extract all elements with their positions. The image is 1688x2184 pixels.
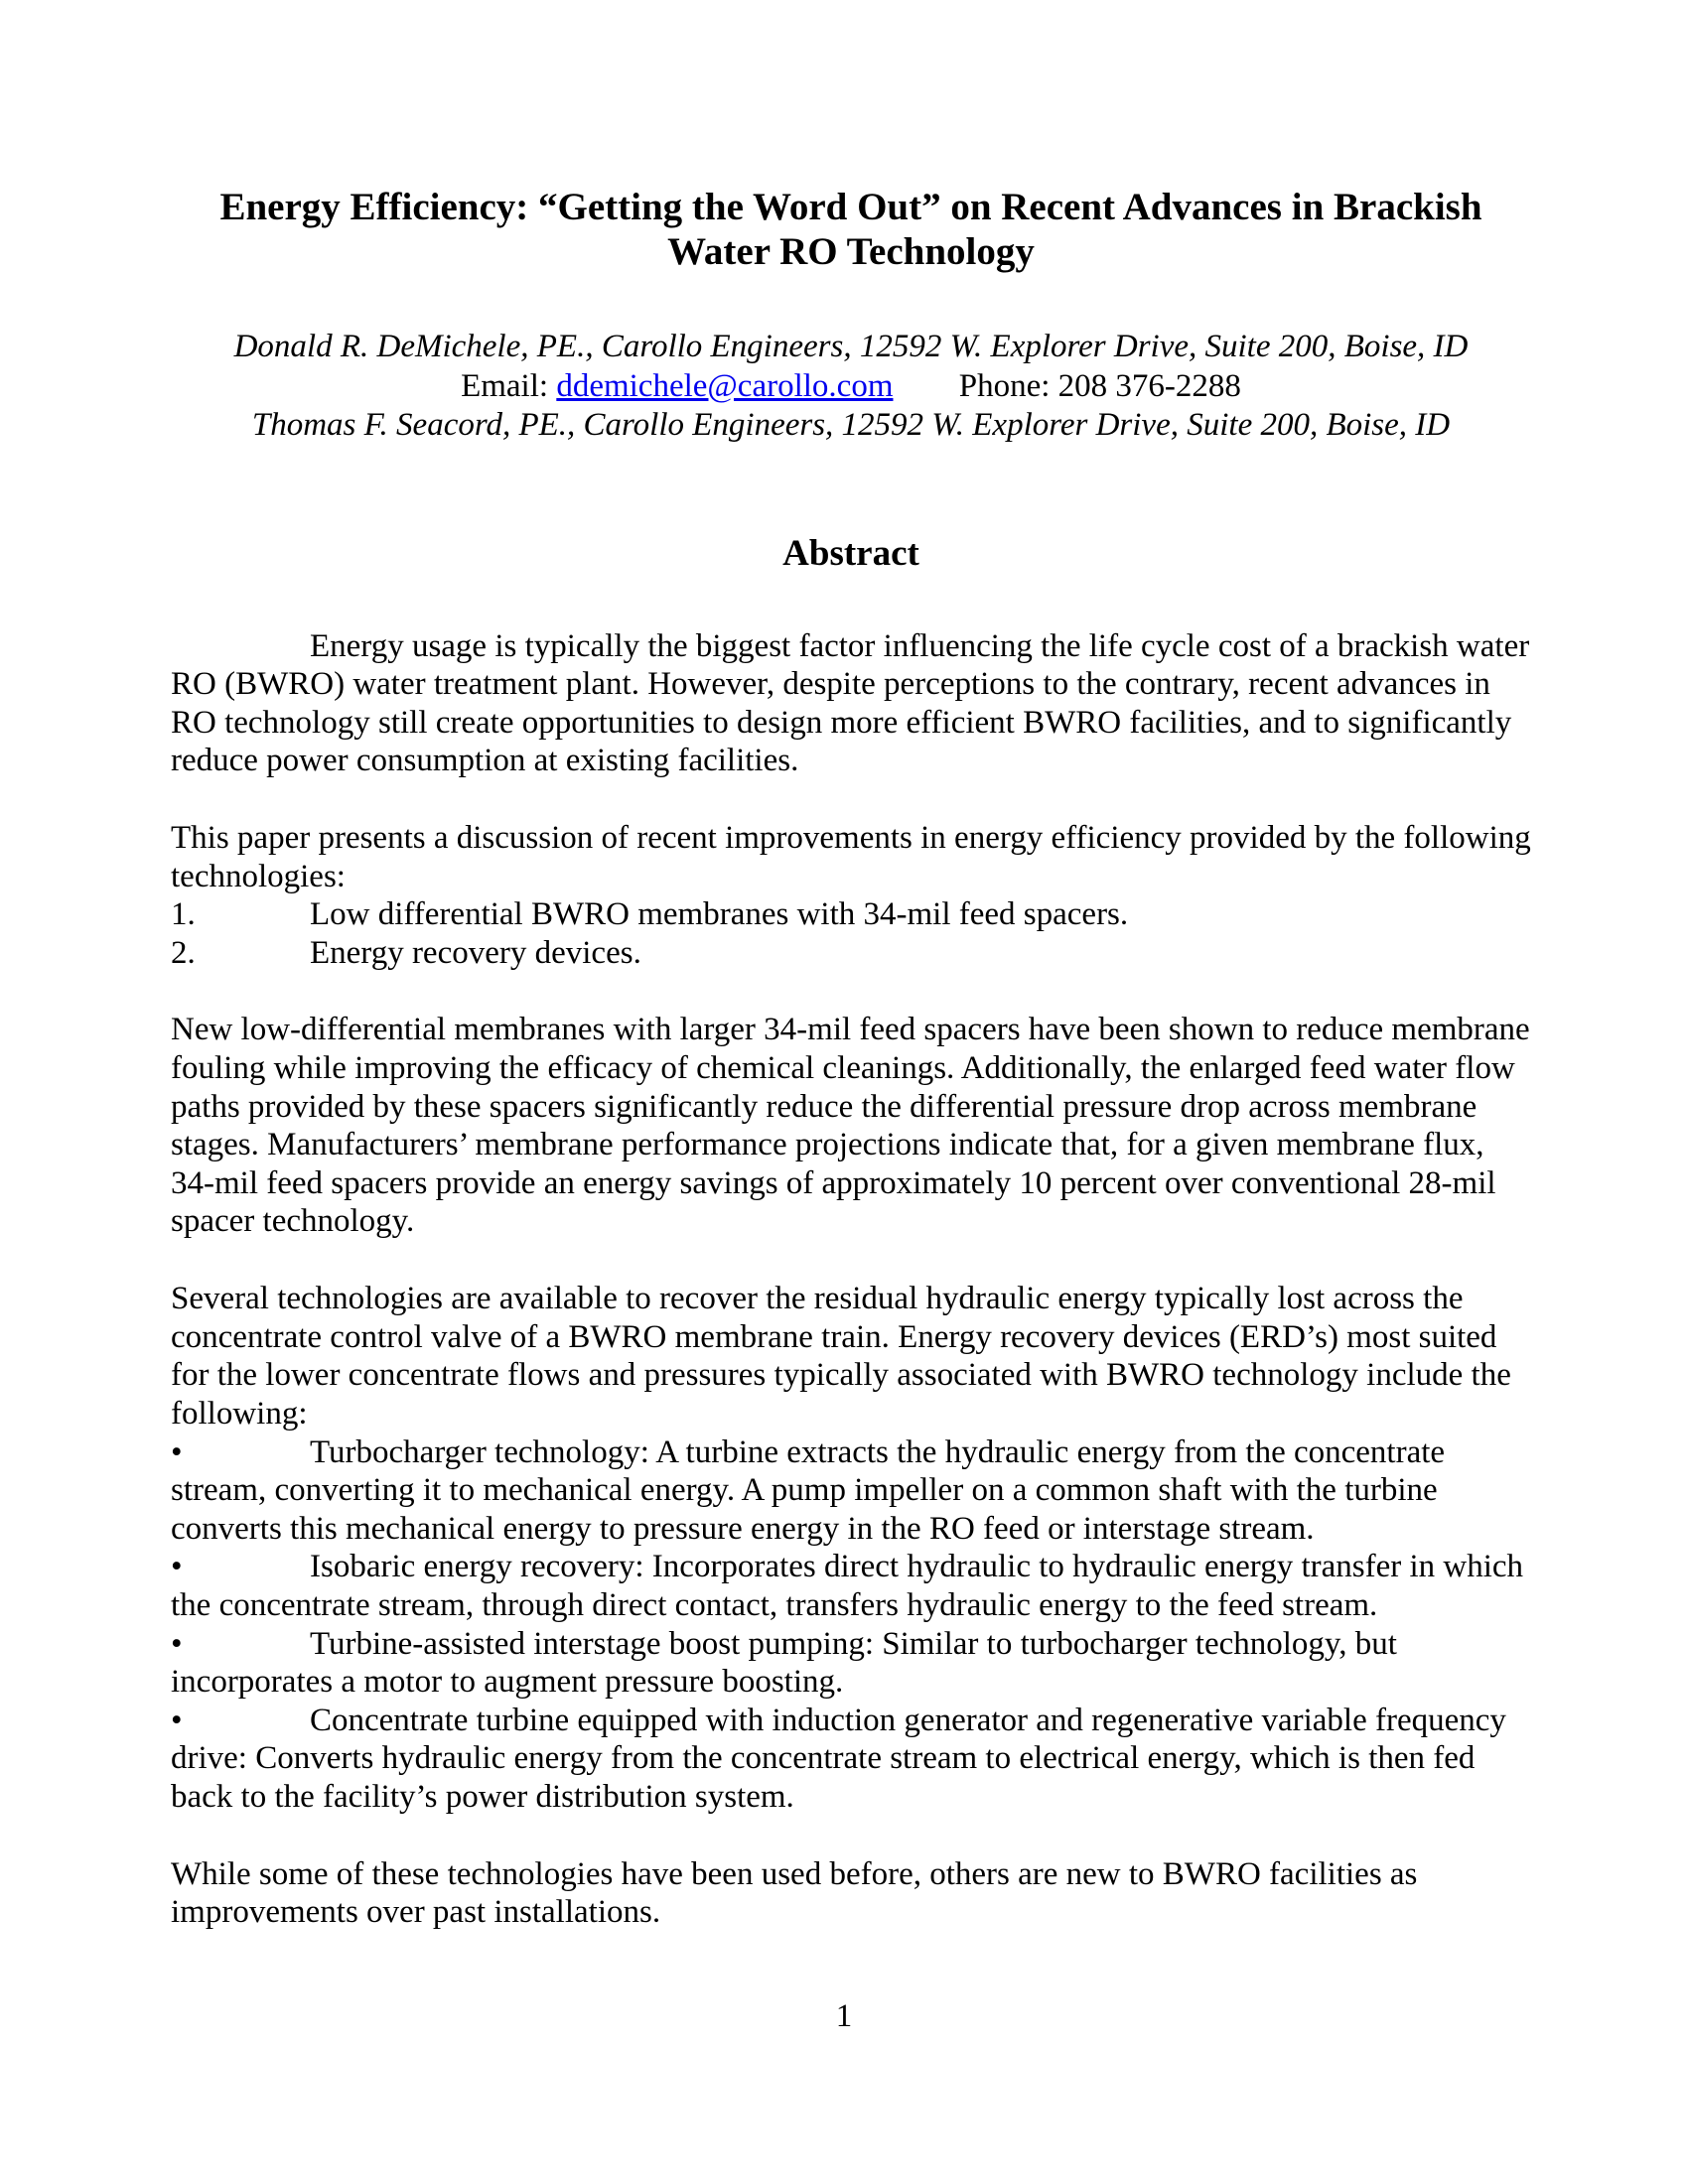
author-block: [171, 328, 1531, 445]
contact-line: [171, 367, 1531, 406]
bullet-item-text: Concentrate turbine equipped with induction generator and regenerative variable frequency drive: Converts hydraulic energy from the concentrate stream to electrical energy, which is then fed back to the facility’s power distribution system.: [171, 1702, 1506, 1815]
bullet-icon: •: [171, 1625, 183, 1662]
bullet-icon: •: [171, 1433, 183, 1470]
list-item-text: Energy recovery devices.: [310, 934, 641, 971]
bullet-item-text: Turbocharger technology: A turbine extracts the hydraulic energy from the concentrate stream, converting it to mechanical energy. A pump impeller on a common shaft with the turbine converts this mechanical energy to pressure energy in the RO feed or interstage stream.: [171, 1433, 1446, 1547]
page-number: 1: [835, 1998, 853, 2034]
numbered-list: [171, 895, 1531, 972]
paper-title: [171, 185, 1531, 274]
abstract-heading: Abstract: [782, 533, 919, 575]
list-number: 1.: [171, 896, 196, 933]
bullet-item-text: Turbine-assisted interstage boost pumping: Similar to turbocharger technology, but incorporates a motor to augment pressure boosting.: [171, 1625, 1397, 1701]
list-item: [171, 934, 1531, 973]
paper-title-line2: Water RO Technology: [667, 230, 1035, 274]
paragraph-technologies: This paper presents a discussion of recent improvements in energy efficiency provided by the following technologies:: [171, 819, 1531, 894]
bullet-icon: •: [171, 1549, 183, 1585]
bullet-item: [171, 1702, 1531, 1817]
bullet-item: [171, 1433, 1531, 1549]
bullet-list: [171, 1433, 1531, 1817]
list-item: [171, 895, 1531, 934]
list-item-text: Low differential BWRO membranes with 34-mil feed spacers.: [310, 896, 1129, 933]
email-link[interactable]: ddemichele@carollo.com: [556, 367, 894, 404]
paragraph-closing: While some of these technologies have been used before, others are new to BWRO facilities as improvements over past installations.: [171, 1855, 1418, 1931]
author-line-1: Donald R. DeMichele, PE., Carollo Engineers, 12592 W. Explorer Drive, Suite 200, Boise, ID: [233, 329, 1469, 365]
bullet-item: [171, 1625, 1531, 1702]
paragraph-intro: Energy usage is typically the biggest factor influencing the life cycle cost of a brackish water RO (BWRO) water treatment plant. However, despite perceptions to the contrary, recent advances in RO technology still create opportunities to design more efficient BWRO facilities, and to significantly reduce power consumption at existing facilities.: [171, 627, 1530, 779]
list-number: 2.: [171, 934, 196, 971]
phone-number: Phone: 208 376-2288: [958, 367, 1241, 404]
author-line-2: Thomas F. Seacord, PE., Carollo Engineers, 12592 W. Explorer Drive, Suite 200, Boise, ID: [251, 407, 1451, 443]
paragraph-membranes: New low-differential membranes with larger 34-mil feed spacers have been shown to reduce membrane fouling while improving the efficacy of chemical cleanings. Additionally, the enlarged feed water flow paths provided by these spacers significantly reduce the differential pressure drop across membrane stages. Manufacturers’ membrane performance projections indicate that, for a given membrane flux, 34-mil feed spacers provide an energy savings of approximately 10 percent over conventional 28-mil spacer technology.: [171, 1012, 1530, 1240]
bullet-icon: •: [171, 1702, 183, 1738]
bullet-item: [171, 1548, 1531, 1624]
email-label: Email:: [461, 367, 549, 404]
paragraph-several: Several technologies are available to recover the residual hydraulic energy typically lost across the concentrate control valve of a BWRO membrane train. Energy recovery devices (ERD’s) most suited for the lower concentrate flows and pressures typically associated with BWRO technology include the following:: [171, 1281, 1511, 1432]
bullet-item-text: Isobaric energy recovery: Incorporates direct hydraulic to hydraulic energy transfer in which the concentrate stream, through direct contact, transfers hydraulic energy to the feed stream.: [171, 1549, 1524, 1623]
paper-title-line1: Energy Efficiency: “Getting the Word Out” on Recent Advances in Brackish: [219, 186, 1482, 228]
